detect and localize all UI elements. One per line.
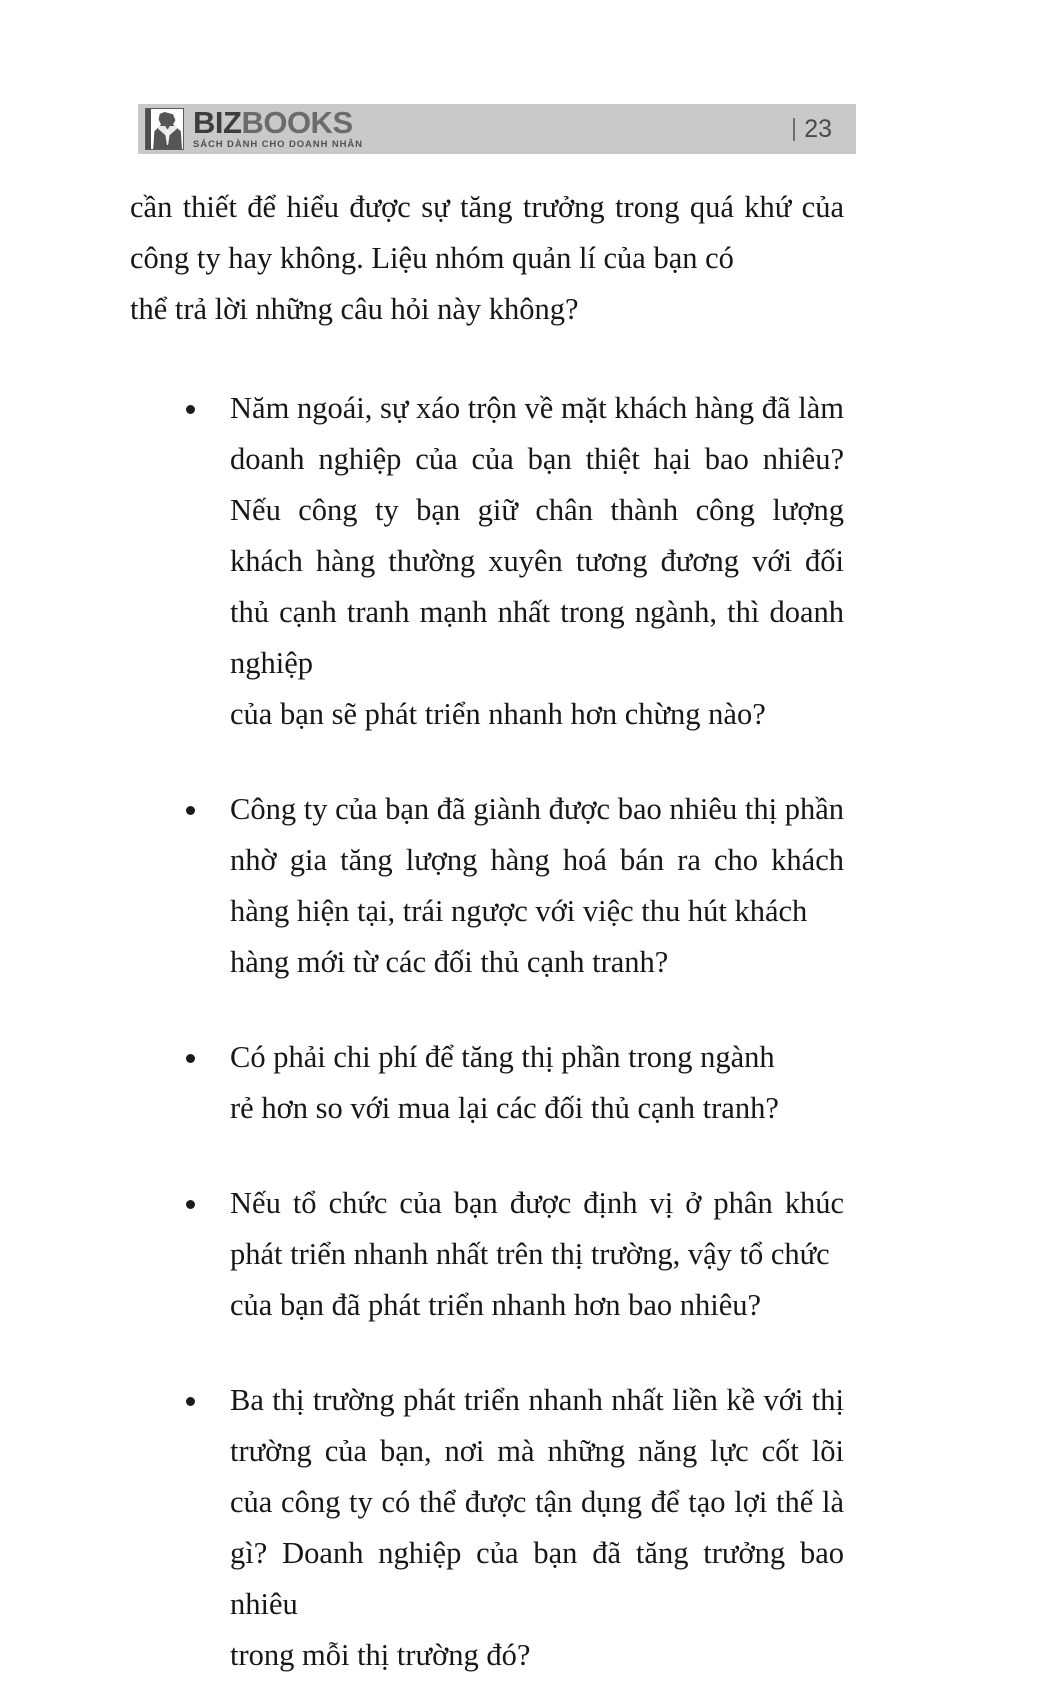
question-bullet-list xyxy=(130,383,844,1681)
folio-divider-rule xyxy=(793,118,795,141)
bullet-dot-icon xyxy=(186,1200,195,1209)
brand-title-books: BOOKS xyxy=(241,105,353,141)
list-item xyxy=(130,383,844,740)
bullet-dot-icon xyxy=(186,1397,195,1406)
bullet-dot-icon xyxy=(186,806,195,815)
list-item-text: Công ty của bạn đã giành được bao nhiêu thị phần nhờ gia tăng lượng hàng hoá bán ra cho khách hàng hiện tại, trái ngược với việc thu hút khách xyxy=(230,792,844,928)
intro-paragraph-text: cần thiết để hiểu được sự tăng trưởng trong quá khứ của công ty hay không. Liệu nhóm quản lí của bạn có xyxy=(130,190,844,275)
list-item xyxy=(130,1178,844,1331)
list-item-last-line: của bạn sẽ phát triển nhanh hơn chừng nào? xyxy=(230,697,766,731)
page-number: 23 xyxy=(804,115,832,143)
page-body xyxy=(130,182,844,1681)
brand-title xyxy=(193,105,363,141)
list-item-last-line: rẻ hơn so với mua lại các đối thủ cạnh tranh? xyxy=(230,1091,779,1125)
list-item-last-line: trong mỗi thị trường đó? xyxy=(230,1638,531,1672)
list-item-text: Có phải chi phí để tăng thị phần trong ngành xyxy=(230,1040,775,1074)
list-item-last-line: hàng mới từ các đối thủ cạnh tranh? xyxy=(230,945,669,979)
list-item-last-line: của bạn đã phát triển nhanh hơn bao nhiêu? xyxy=(230,1288,762,1322)
brand-tagline: SÁCH DÀNH CHO DOANH NHÂN xyxy=(193,139,363,151)
brand-title-biz: BIZ xyxy=(193,105,242,141)
intro-paragraph xyxy=(130,182,844,335)
bullet-dot-icon xyxy=(186,405,195,414)
list-item xyxy=(130,1375,844,1681)
page-folio xyxy=(793,114,856,144)
list-item xyxy=(130,1032,844,1134)
list-item-text: Nếu tổ chức của bạn được định vị ở phân khúc phát triển nhanh nhất trên thị trường, vậy tổ chức xyxy=(230,1186,844,1271)
list-item-text: Ba thị trường phát triển nhanh nhất liền kề với thị trường của bạn, nơi mà những năng lực cốt lõi của công ty có thể được tận dụng để tạo lợi thế là gì? Doanh nghiệp của bạn đã tăng trưởng bao nhiêu xyxy=(230,1383,844,1621)
book-spine-shape xyxy=(146,109,151,149)
page-header-band xyxy=(138,104,856,154)
intro-paragraph-last-line: thể trả lời những câu hỏi này không? xyxy=(130,292,579,326)
brand-wordmark xyxy=(193,107,363,151)
bullet-dot-icon xyxy=(186,1054,195,1063)
list-item xyxy=(130,784,844,988)
list-item-text: Năm ngoái, sự xáo trộn về mặt khách hàng đã làm doanh nghiệp của của bạn thiệt hại bao nhiêu? Nếu công ty bạn giữ chân thành công lượng khách hàng thường xuyên tương đương với đối thủ cạnh tranh mạnh nhất trong ngành, thì doanh nghiệp xyxy=(230,391,844,680)
bizbooks-book-logo-icon xyxy=(145,108,184,150)
bizbooks-logo xyxy=(138,104,363,154)
